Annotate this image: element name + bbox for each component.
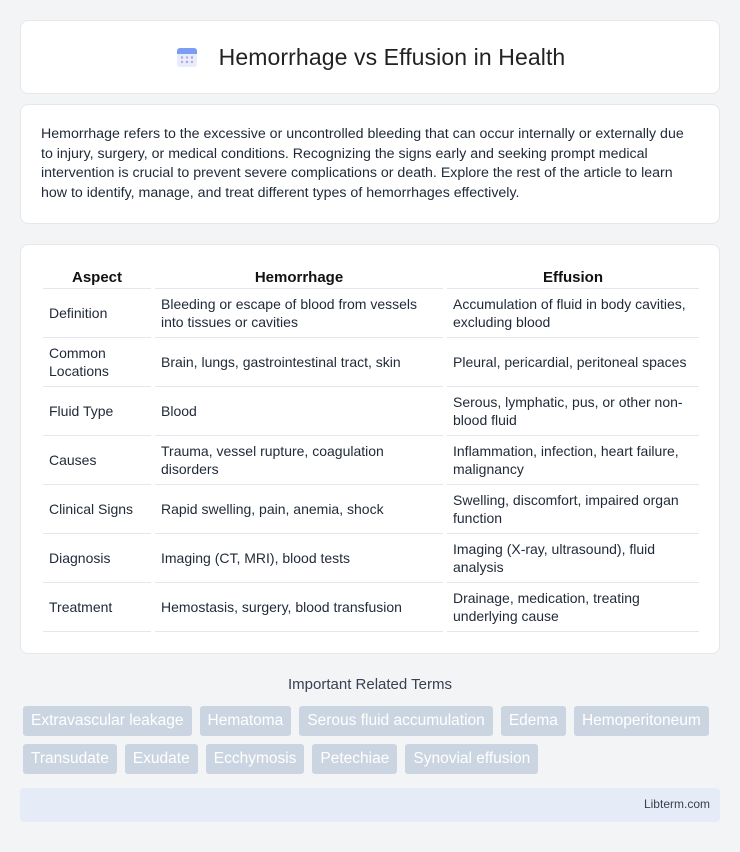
related-term-tag[interactable]: Transudate xyxy=(23,744,117,774)
aspect-cell: Causes xyxy=(43,436,151,485)
hemorrhage-cell: Blood xyxy=(155,387,443,436)
aspect-cell: Fluid Type xyxy=(43,387,151,436)
intro-card xyxy=(20,104,720,224)
table-row xyxy=(43,485,699,534)
table-row xyxy=(43,534,699,583)
column-header-effusion: Effusion xyxy=(447,265,699,289)
related-term-tag[interactable]: Hemoperitoneum xyxy=(574,706,709,736)
related-term-tag[interactable]: Serous fluid accumulation xyxy=(299,706,493,736)
effusion-cell: Drainage, medication, treating underlying cause xyxy=(447,583,699,632)
related-term-tag[interactable]: Synovial effusion xyxy=(405,744,538,774)
effusion-cell: Accumulation of fluid in body cavities, excluding blood xyxy=(447,289,699,338)
related-terms-list xyxy=(23,706,723,774)
related-term-tag[interactable]: Petechiae xyxy=(312,744,397,774)
comparison-table xyxy=(43,265,699,632)
aspect-cell: Definition xyxy=(43,289,151,338)
calendar-icon xyxy=(175,45,199,69)
related-term-tag[interactable]: Ecchymosis xyxy=(206,744,305,774)
intro-text: Hemorrhage refers to the excessive or uncontrolled bleeding that can occur internally or externally due to injury, surgery, or medical conditions. Recognizing the signs early and seeking prompt medical intervention is crucial to prevent severe complications or death. Explore the rest of the article to learn how to identify, manage, and treat different types of hemorrhages effectively. xyxy=(41,126,684,201)
effusion-cell: Pleural, pericardial, peritoneal spaces xyxy=(447,338,699,387)
table-row xyxy=(43,338,699,387)
aspect-cell: Common Locations xyxy=(43,338,151,387)
aspect-cell: Diagnosis xyxy=(43,534,151,583)
hemorrhage-cell: Brain, lungs, gastrointestinal tract, skin xyxy=(155,338,443,387)
table-row xyxy=(43,387,699,436)
hemorrhage-cell: Rapid swelling, pain, anemia, shock xyxy=(155,485,443,534)
related-term-tag[interactable]: Hematoma xyxy=(200,706,292,736)
hemorrhage-cell: Imaging (CT, MRI), blood tests xyxy=(155,534,443,583)
related-term-tag[interactable]: Extravascular leakage xyxy=(23,706,192,736)
aspect-cell: Clinical Signs xyxy=(43,485,151,534)
effusion-cell: Serous, lymphatic, pus, or other non-blood fluid xyxy=(447,387,699,436)
table-row xyxy=(43,583,699,632)
column-header-hemorrhage: Hemorrhage xyxy=(155,265,443,289)
effusion-cell: Imaging (X-ray, ultrasound), fluid analysis xyxy=(447,534,699,583)
related-terms-title: Important Related Terms xyxy=(288,676,452,693)
aspect-cell: Treatment xyxy=(43,583,151,632)
column-header-aspect: Aspect xyxy=(43,265,151,289)
footer-brand-link[interactable]: Libterm.com xyxy=(643,797,710,811)
effusion-cell: Swelling, discomfort, impaired organ function xyxy=(447,485,699,534)
table-header-row xyxy=(43,265,699,289)
related-term-tag[interactable]: Exudate xyxy=(125,744,198,774)
comparison-card xyxy=(20,244,720,654)
footer-bar xyxy=(20,788,720,822)
related-term-tag[interactable]: Edema xyxy=(501,706,566,736)
table-row xyxy=(43,289,699,338)
effusion-cell: Inflammation, infection, heart failure, malignancy xyxy=(447,436,699,485)
hemorrhage-cell: Hemostasis, surgery, blood transfusion xyxy=(155,583,443,632)
hemorrhage-cell: Bleeding or escape of blood from vessels into tissues or cavities xyxy=(155,289,443,338)
table-row xyxy=(43,436,699,485)
hemorrhage-cell: Trauma, vessel rupture, coagulation disorders xyxy=(155,436,443,485)
page-title: Hemorrhage vs Effusion in Health xyxy=(218,43,566,70)
header-card xyxy=(20,20,720,94)
